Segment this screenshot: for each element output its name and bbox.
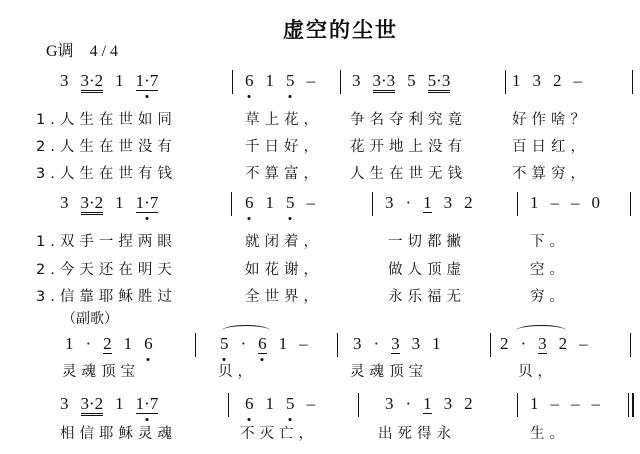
note: 5 [407,71,416,90]
measure [245,395,315,413]
note: 3 [385,394,394,413]
note: 1 [115,394,124,413]
lyric-segment: 贝， [518,364,557,380]
lyric-segment: 2.人生在世没有 [36,139,177,155]
measure [220,335,308,354]
note: 1 [432,334,441,353]
time-signature: 4 / 4 [89,43,119,60]
barline [195,333,196,357]
lyric-segment: 灵魂顶宝 [350,364,428,380]
note: 3·2 [81,72,104,93]
note: – [571,394,580,413]
barline [490,333,491,357]
note: · [405,394,412,413]
lower-octave-dot [289,418,292,421]
lyric-segment: 争名夺利究竟 [350,112,467,128]
note: – [591,394,600,413]
chorus-label: （副歌） [62,311,118,327]
barline [337,333,338,357]
note: 1·7 [136,72,159,91]
note: · [85,334,92,353]
lyric-segment: 花开地上没有 [350,139,467,155]
measure [245,72,315,90]
note: – [571,193,580,212]
song-title: 虚空的尘世 [283,18,398,42]
measure [60,395,158,416]
lyric-segment: 2.今天还在明天 [36,262,177,278]
note: 2 [500,334,509,353]
lyric-segment: 就闭着， [245,234,323,250]
note: – [573,71,582,90]
note: 1 [512,71,521,90]
note: – [550,193,559,212]
note: · [520,334,527,353]
note: 1 [423,394,432,413]
barline [228,393,229,417]
note: 3 [443,394,453,413]
note: 2 [464,193,473,212]
lyric-segment: 人生在世无钱 [350,166,467,182]
note: 3 [60,193,69,212]
note: 3 [385,193,394,212]
note: 3 [391,334,400,353]
lyric-segment: 不灭亡， [240,426,318,442]
key-signature: G调 [46,43,74,60]
lyric-segment: 做人顶虚 [388,262,466,278]
note: 2 [103,334,112,353]
slur [516,325,566,336]
note: 2 [558,334,568,353]
note: 1 [278,334,288,353]
note: 1 [265,71,274,90]
note: 6 [245,72,254,90]
note: 1 [115,193,124,212]
lower-octave-dot [248,217,251,220]
lower-octave-dot [289,95,292,98]
note: 3 [352,71,361,90]
measure [65,335,153,354]
measure [500,335,588,354]
note: 1 [65,334,74,353]
note: 3 [538,334,547,353]
note: 5·3 [428,72,451,93]
lyric-segment: 3.信靠耶稣胜过 [36,289,177,305]
lyric-segment: 穷。 [530,289,569,305]
lyric-segment: 如花谢， [245,262,323,278]
note: 6 [245,395,254,413]
note: – [579,334,588,353]
note: 6 [258,335,267,354]
note: 1 [530,193,539,212]
note: 3·2 [81,395,104,416]
barline [632,70,633,94]
measure [60,194,158,215]
measure [385,194,473,213]
lyric-segment: 空。 [530,262,569,278]
note: 3·3 [373,72,396,93]
barline [630,192,631,216]
measure [385,395,473,414]
note: 3 [60,394,69,413]
lyric-segment: 相信耶稣灵魂 [60,426,177,442]
lyric-segment: 百日红， [512,139,590,155]
notation-line [0,194,640,224]
lower-octave-dot [147,358,150,361]
measure [512,72,582,90]
barline [517,192,518,216]
note: 0 [591,193,600,212]
notation-line [0,72,640,102]
note: 3 [411,334,421,353]
note: 5 [286,395,295,413]
lyric-segment: 生。 [530,426,569,442]
lyric-segment: 1.人生在世如同 [36,112,177,128]
measure [530,395,600,413]
note: 3 [60,71,69,90]
note: – [306,193,315,212]
measure [245,194,315,212]
lyric-segment: 永乐福无 [388,289,466,305]
note: 1·7 [136,395,159,414]
barline [231,192,232,216]
note: 1 [423,193,432,212]
barline [340,70,341,94]
lyric-segment: 不算富， [245,166,323,182]
lower-octave-dot [248,418,251,421]
lyric-segment: 灵魂顶宝 [62,364,140,380]
note: 2 [464,394,473,413]
note: 3 [443,193,453,212]
lower-octave-dot [261,358,264,361]
note: 5 [286,72,295,90]
note: 6 [245,194,254,212]
lyric-segment: 3.人生在世有钱 [36,166,177,182]
lyric-segment: 出死得永 [378,426,456,442]
lower-octave-dot [146,95,149,98]
note: 5 [286,194,295,212]
note: – [306,71,315,90]
barline [232,70,233,94]
measure [530,194,600,212]
note: · [405,193,412,212]
barline [630,333,631,357]
final-barline [628,393,634,417]
note: – [306,394,315,413]
lower-octave-dot [248,95,251,98]
note: 3 [353,334,362,353]
lyric-segment: 下。 [530,234,569,250]
lyric-segment: 草上花， [245,112,323,128]
note: – [550,394,559,413]
note: 2 [553,71,562,90]
barline [517,393,518,417]
lyric-segment: 千日好， [245,139,323,155]
barline [372,192,373,216]
note: 1 [265,193,274,212]
note: – [299,334,308,353]
note: 3·2 [81,194,104,215]
lyric-segment: 好作啥？ [512,112,590,128]
barline [358,393,359,417]
measure [353,335,441,354]
note: 1·7 [136,194,159,213]
notation-line [0,395,640,425]
note: 1 [530,394,539,413]
lyric-segment: 贝， [218,364,257,380]
slur [222,325,270,336]
barline [505,70,506,94]
note: 1 [115,71,124,90]
note: 1 [265,394,274,413]
lower-octave-dot [146,217,149,220]
measure [60,72,158,93]
lyric-segment: 不算穷， [512,166,590,182]
note: 3 [532,71,541,90]
lyric-segment: 一切都撇 [388,234,466,250]
key-time-signature [46,38,118,61]
note: 6 [144,335,153,353]
lower-octave-dot [289,217,292,220]
note: · [373,334,380,353]
lyric-segment: 全世界， [245,289,323,305]
note: 1 [123,334,133,353]
note: · [240,334,247,353]
lyric-segment: 1.双手一捏两眼 [36,234,177,250]
note: 5 [220,335,229,353]
lower-octave-dot [146,418,149,421]
measure [352,72,450,93]
